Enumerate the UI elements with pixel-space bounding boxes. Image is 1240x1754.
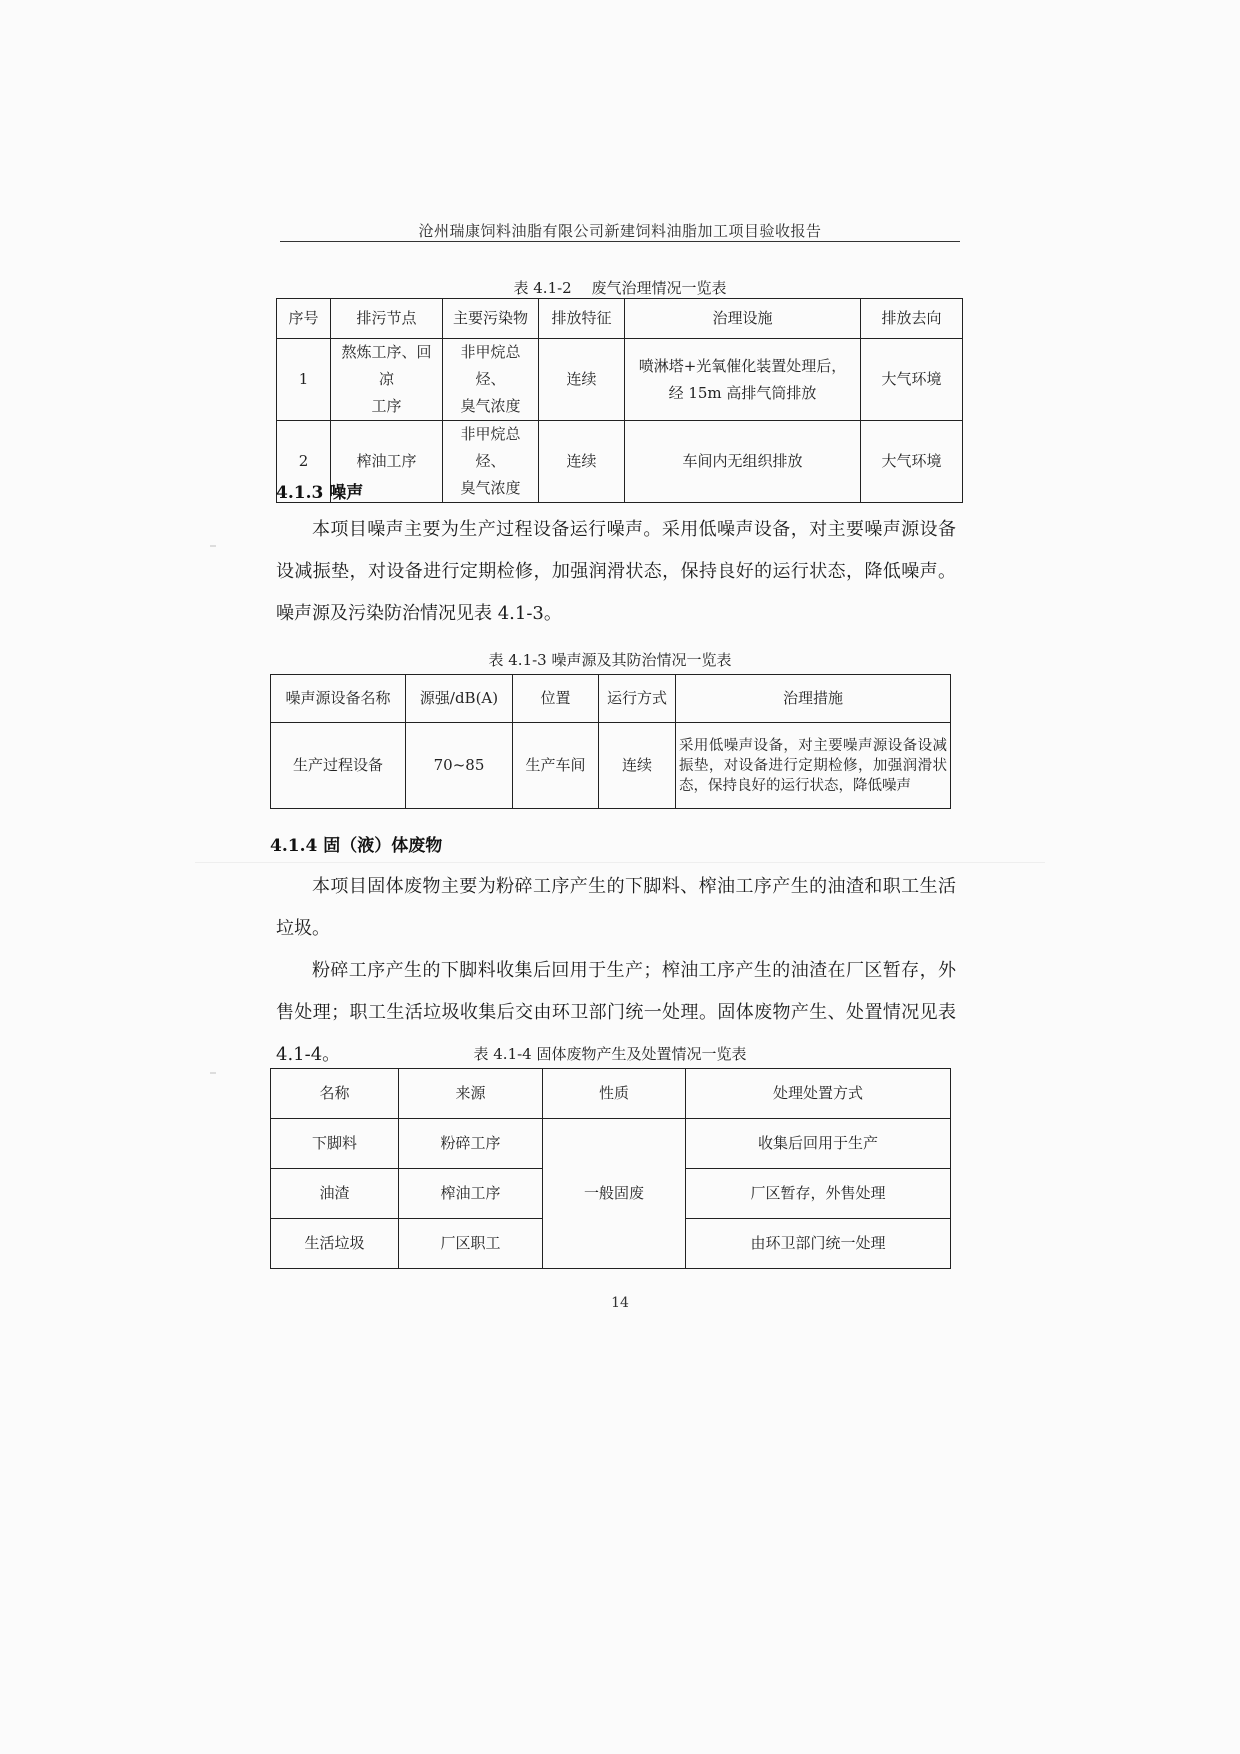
cell-pollutant	[443, 339, 539, 421]
table-caption-4-1-3: 表 4.1-3 噪声源及其防治情况一览表	[488, 651, 732, 669]
cell-disposal: 收集后回用于生产	[686, 1119, 951, 1169]
cell-line: 经 15m 高排气筒排放	[668, 383, 817, 402]
cell-line: 熬炼工序、回凉	[341, 343, 432, 388]
cell-line: 工序	[371, 397, 402, 415]
cell-facility: 车间内无组织排放	[625, 421, 861, 503]
cell-line: 非甲烷总烃、	[460, 343, 521, 388]
noise-paragraph: 本项目噪声主要为生产过程设备运行噪声。采用低噪声设备，对主要噪声源设备设减振垫，对设备进行定期检修，加强润滑状态，保持良好的运行状态，降低噪声。噪声源及污染防治情况见表 4.1-3。	[276, 519, 956, 624]
cell-line: 喷淋塔+光氧催化装置处理后，	[638, 356, 847, 375]
cell-no: 1	[277, 339, 331, 421]
scan-speck	[210, 545, 216, 547]
table-row	[271, 1119, 951, 1169]
column-header: 运行方式	[599, 675, 676, 723]
cell-source: 粉碎工序	[399, 1119, 543, 1169]
table-row	[277, 421, 963, 503]
column-header: 主要污染物	[443, 299, 539, 339]
cell-destination: 大气环境	[861, 339, 963, 421]
cell-location: 生产车间	[513, 723, 599, 809]
solid-waste-table	[270, 1068, 951, 1269]
cell-mode: 连续	[599, 723, 676, 809]
column-header: 名称	[271, 1069, 399, 1119]
solid-waste-paragraph-1: 本项目固体废物主要为粉碎工序产生的下脚料、榨油工序产生的油渣和职工生活垃圾。	[276, 876, 956, 939]
column-header: 来源	[399, 1069, 543, 1119]
cell-pollutant	[443, 421, 539, 503]
cell-feature: 连续	[539, 339, 625, 421]
table-row	[277, 339, 963, 421]
report-title: 沧州瑞康饲料油脂有限公司新建饲料油脂加工项目验收报告	[418, 222, 822, 240]
table-caption-4-1-4: 表 4.1-4 固体废物产生及处置情况一览表	[473, 1045, 747, 1063]
column-header: 位置	[513, 675, 599, 723]
cell-no: 2	[277, 421, 331, 503]
cell-disposal: 由环卫部门统一处理	[686, 1219, 951, 1269]
table-caption-4-1-2: 表 4.1-2 废气治理情况一览表	[513, 279, 727, 297]
cell-measure: 采用低噪声设备，对主要噪声源设备设减振垫，对设备进行定期检修，加强润滑状态，保持良好的运行状态，降低噪声	[676, 723, 951, 809]
column-header: 噪声源设备名称	[271, 675, 406, 723]
scan-artifact-line	[195, 862, 1045, 863]
column-header: 处理处置方式	[686, 1069, 951, 1119]
cell-line: 臭气浓度	[460, 397, 521, 415]
cell-waste-name: 生活垃圾	[271, 1219, 399, 1269]
cell-level: 70~85	[406, 723, 513, 809]
table-header-row	[271, 675, 951, 723]
column-header: 性质	[543, 1069, 686, 1119]
table-header-row	[271, 1069, 951, 1119]
cell-line: 臭气浓度	[460, 479, 521, 497]
section-heading-solid-waste: 4.1.4 固（液）体废物	[270, 836, 443, 856]
page-number: 14	[611, 1295, 629, 1311]
column-header: 排放去向	[861, 299, 963, 339]
cell-source: 厂区职工	[399, 1219, 543, 1269]
cell-feature: 连续	[539, 421, 625, 503]
column-header: 序号	[277, 299, 331, 339]
waste-gas-table	[276, 298, 963, 503]
column-header: 治理措施	[676, 675, 951, 723]
column-header: 治理设施	[625, 299, 861, 339]
cell-equipment: 生产过程设备	[271, 723, 406, 809]
noise-source-table	[270, 674, 951, 809]
cell-node: 榨油工序	[331, 421, 443, 503]
cell-node	[331, 339, 443, 421]
column-header: 排污节点	[331, 299, 443, 339]
cell-waste-name: 油渣	[271, 1169, 399, 1219]
cell-waste-name: 下脚料	[271, 1119, 399, 1169]
table-row	[271, 723, 951, 809]
cell-destination: 大气环境	[861, 421, 963, 503]
column-header: 源强/dB(A)	[406, 675, 513, 723]
cell-nature: 一般固废	[543, 1119, 686, 1269]
scan-speck	[210, 1072, 216, 1074]
cell-source: 榨油工序	[399, 1169, 543, 1219]
cell-disposal: 厂区暂存，外售处理	[686, 1169, 951, 1219]
cell-facility	[625, 339, 861, 421]
cell-line: 非甲烷总烃、	[460, 425, 521, 470]
column-header: 排放特征	[539, 299, 625, 339]
table-header-row	[277, 299, 963, 339]
solid-waste-paragraph-2: 粉碎工序产生的下脚料收集后回用于生产；榨油工序产生的油渣在厂区暂存，外售处理；职工生活垃圾收集后交由环卫部门统一处理。固体废物产生、处置情况见表 4.1-4。	[276, 960, 956, 1065]
section-heading-noise: 4.1.3 噪声	[276, 483, 364, 503]
header-divider	[280, 241, 960, 242]
